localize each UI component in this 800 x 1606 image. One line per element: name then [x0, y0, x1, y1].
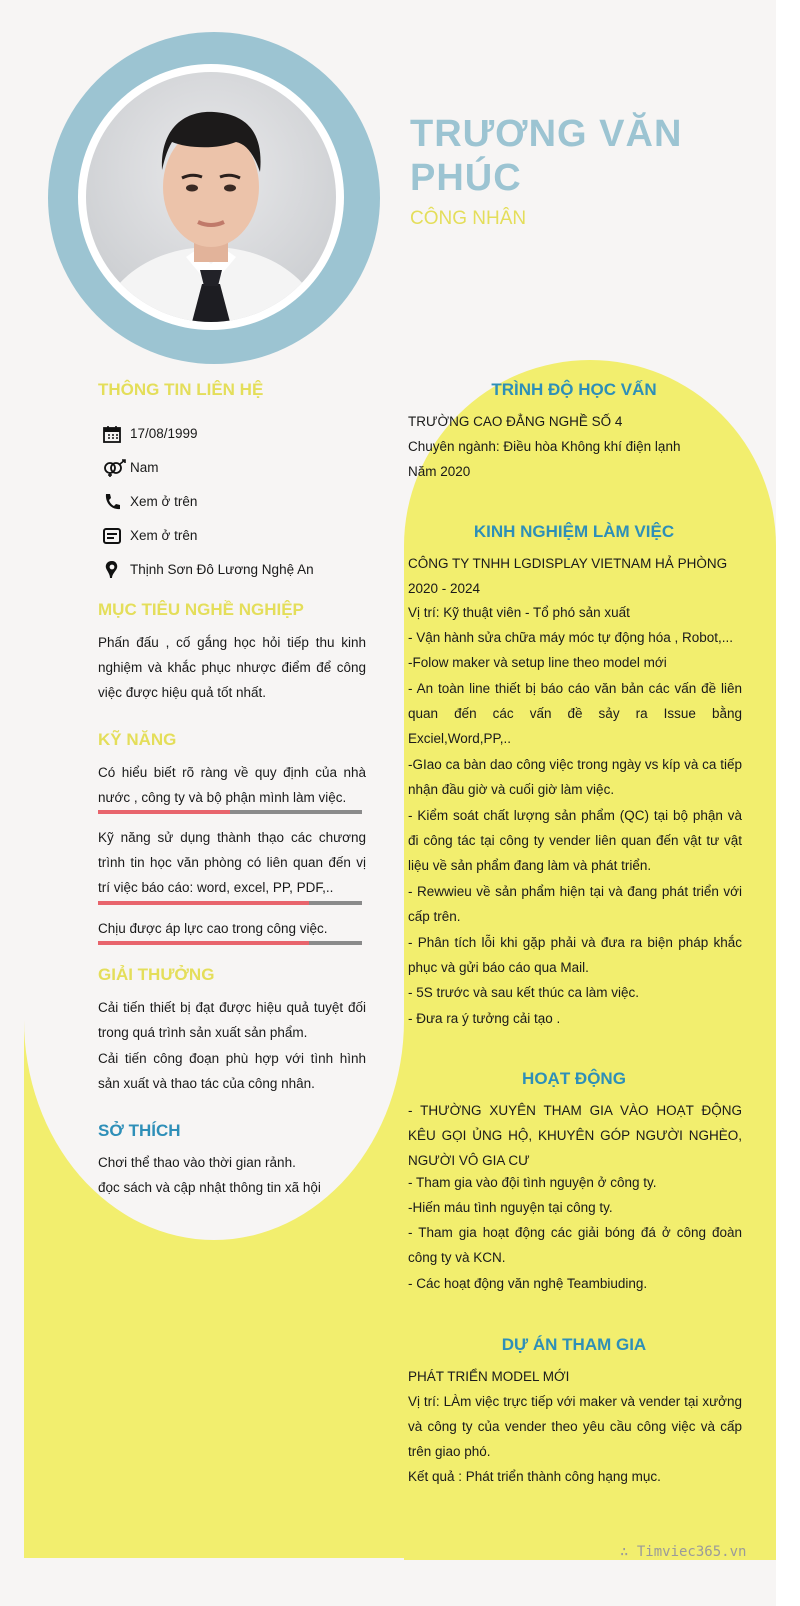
activity-5: - Các hoạt động văn nghệ Teambiuding.: [408, 1276, 648, 1291]
contact-phone-text: Xem ở trên: [130, 494, 198, 509]
education-school: TRƯỜNG CAO ĐẲNG NGHỀ SỐ 4: [408, 414, 623, 429]
experience-task-3: - An toàn line thiết bị báo cáo văn bản các vấn đề liên quan đến các vấn đề sảy ra Issue bằng Exciel,Word,PP,..: [408, 681, 742, 746]
contact-email-text: Xem ở trên: [130, 528, 198, 543]
skill-2-bar-fill: [98, 901, 309, 905]
activity-1: - THƯỜNG XUYÊN THAM GIA VÀO HOẠT ĐỘNG KÊU GỌI ỦNG HỘ, KHUYÊN GÓP NGƯỜI NGHÈO, NGƯỜI VÔ GIA CƯ: [408, 1103, 742, 1168]
contact-birthday-text: 17/08/1999: [130, 426, 198, 441]
contact-birthday: [102, 424, 362, 446]
contact-address: [102, 560, 362, 582]
experience-heading: KINH NGHIỆM LÀM VIỆC: [473, 522, 675, 541]
experience-task-6: - Rewwieu về sản phẩm hiện tại và đang phát triển với cấp trên.: [408, 884, 742, 924]
experience-company: CÔNG TY TNHH LGDISPLAY VIETNAM HẢ PHÒNG: [408, 556, 728, 571]
experience-task-5: - Kiểm soát chất lượng sản phẩm (QC) tại bộ phận và đi công tác tại công ty vender liên quan đến vật tư vật liệu về sản phẩm đang làm và phát triển.: [408, 808, 742, 873]
experience-task-8: - 5S trước và sau kết thúc ca làm việc.: [408, 985, 639, 1000]
experience-task-4: -GIao ca bàn dao công việc trong ngày vs kíp và ca tiếp nhận đầu giờ và cuối giờ làm việc.: [408, 757, 742, 797]
contact-address-text: Thịnh Sơn Đô Lương Nghệ An: [130, 562, 314, 577]
education-major: Chuyên ngành: Điều hòa Không khí điện lạnh: [408, 439, 681, 454]
contact-phone: [102, 492, 362, 514]
contact-gender-text: Nam: [130, 460, 159, 475]
education-year: Năm 2020: [408, 464, 471, 479]
award-2-text: Cải tiến công đoạn phù hợp với tình hình sản xuất và thao tác của công nhân.: [98, 1051, 366, 1091]
contact-email: [102, 526, 362, 548]
project-role: Vị trí: LÀm việc trực tiếp với maker và vender tại xưởng và công ty của vender theo yêu cầu công việc và cấp trên giao phó.: [408, 1394, 742, 1459]
activity-3: -Hiến máu tình nguyện tại công ty.: [408, 1200, 613, 1215]
skill-3-text: Chịu được áp lực cao trong công việc.: [98, 921, 328, 936]
experience-task-7: - Phân tích lỗi khi gặp phải và đưa ra biện pháp khắc phục và gửi báo cáo qua Mail.: [408, 935, 742, 975]
experience-task-2: -Folow maker và setup line theo model mới: [408, 655, 667, 670]
skill-3-bar: [98, 941, 362, 945]
contact-heading: THÔNG TIN LIÊN HỆ: [98, 380, 264, 399]
objective-heading: MỤC TIÊU NGHỀ NGHIỆP: [98, 600, 304, 619]
skill-3-bar-fill: [98, 941, 309, 945]
skill-2-bar: [98, 901, 362, 905]
hobby-1-text: Chơi thể thao vào thời gian rảnh.: [98, 1155, 296, 1170]
phone-icon: [102, 492, 124, 514]
skill-1-text: Có hiểu biết rõ ràng về quy định của nhà nước , công ty và bộ phận mình làm việc.: [98, 765, 366, 805]
activity-2: - Tham gia vào đội tình nguyện ở công ty.: [408, 1175, 657, 1190]
location-icon: [102, 560, 124, 582]
avatar: [86, 72, 336, 322]
experience-task-9: - Đưa ra ý tưởng cải tạo .: [408, 1011, 561, 1026]
activity-4: - Tham gia hoạt động các giải bóng đá ở công đoàn công ty và KCN.: [408, 1225, 742, 1265]
experience-task-1: - Vận hành sửa chữa máy móc tự động hóa , Robot,...: [408, 630, 734, 645]
activities-heading: HOẠT ĐỘNG: [522, 1069, 626, 1088]
email-icon: [102, 526, 124, 548]
avatar-portrait: [86, 72, 336, 322]
watermark: ∴ Timviec365.vn: [620, 1544, 747, 1560]
experience-period: 2020 - 2024: [408, 581, 481, 596]
candidate-name: TRƯƠNG VĂN PHÚC: [410, 113, 683, 199]
hobbies-heading: SỞ THÍCH: [98, 1121, 181, 1140]
award-1-text: Cải tiến thiết bị đạt được hiệu quả tuyệt đối trong quá trình sản xuất sản phẩm.: [98, 1000, 366, 1040]
projects-heading: DỰ ÁN THAM GIA: [501, 1335, 647, 1354]
calendar-icon: [102, 424, 124, 446]
skill-2-text: Kỹ năng sử dụng thành thạo các chương trình tin học văn phòng có liên quan đến vị trí việc báo cáo: word, excel, PP, PDF,..: [98, 830, 366, 895]
project-name: PHÁT TRIỂN MODEL MỚI: [408, 1369, 570, 1384]
gender-icon: [102, 458, 124, 480]
skill-1-bar-fill: [98, 810, 230, 814]
skill-1-bar: [98, 810, 362, 814]
education-heading: TRÌNH ĐỘ HỌC VẤN: [491, 380, 657, 399]
skills-heading: KỸ NĂNG: [98, 730, 177, 749]
objective-text: Phấn đấu , cố gắng học hỏi tiếp thu kinh nghiệm và khắc phục nhược điểm để công việc được hiệu quả tốt nhất.: [98, 635, 366, 700]
job-title: CÔNG NHÂN: [410, 208, 527, 229]
experience-position: Vị trí: Kỹ thuật viên - Tổ phó sản xuất: [408, 605, 630, 620]
contact-gender: [102, 458, 362, 480]
awards-heading: GIẢI THƯỞNG: [98, 965, 215, 984]
hobby-2-text: đọc sách và cập nhật thông tin xã hội: [98, 1180, 321, 1195]
project-result: Kết quả : Phát triển thành công hạng mục.: [408, 1469, 661, 1484]
